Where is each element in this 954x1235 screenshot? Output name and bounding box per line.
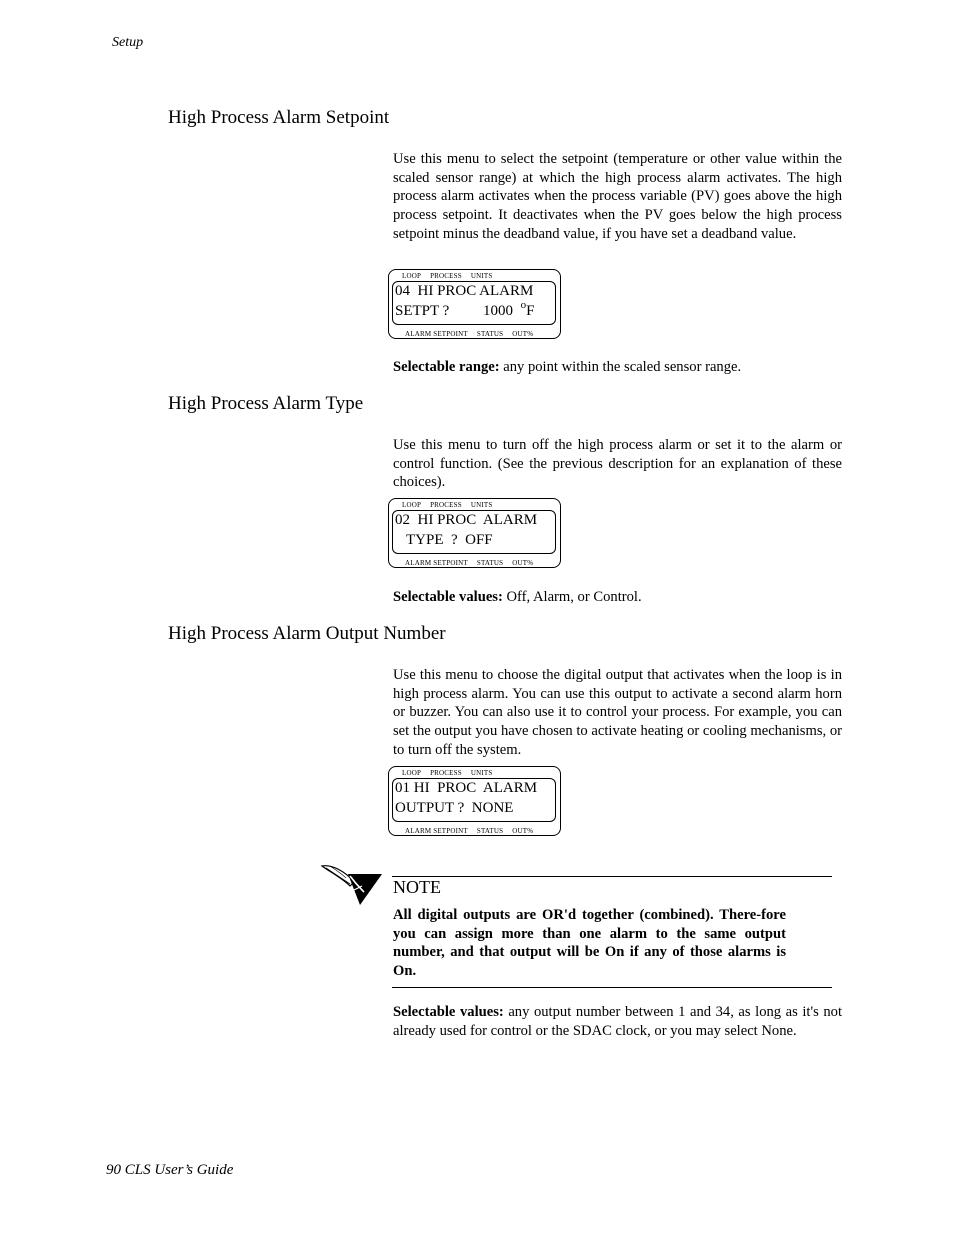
lcd-bottom-labels: ALARM SETPOINT STATUS OUT% [405, 559, 534, 567]
selectable-range: Selectable range: any point within the scaled sensor range. [393, 359, 742, 375]
lcd-bottom-labels: ALARM SETPOINT STATUS OUT% [405, 330, 534, 338]
section-title-type: High Process Alarm Type [168, 393, 364, 414]
lcd-display-output [388, 766, 561, 836]
note-title: NOTE [393, 877, 441, 897]
lcd-top-labels: LOOP PROCESS UNITS [402, 769, 493, 777]
section-body-setpoint: Use this menu to select the setpoint (temperature or other value within the scaled sensor range) at which the high process alarm activates. The high process alarm activates when the process variable (PV) goes above the high process setpoint. It deactivates when the PV goes below the high process setpoint minus the deadband value, if you have set a deadband value. [393, 151, 842, 242]
page-footer: 90 CLS User’s Guide [106, 1162, 234, 1178]
note-body: All digital outputs are OR'd together (combined). There-fore you can assign more than one alarm to the same output number, and that output will be On if any of those alarms is On. [393, 907, 786, 980]
running-header: Setup [112, 35, 144, 50]
lcd-screen [392, 778, 556, 822]
lcd-top-labels: LOOP PROCESS UNITS [402, 501, 493, 509]
selectable-values-type: Selectable values: Off, Alarm, or Control. [393, 589, 642, 605]
section-title-output: High Process Alarm Output Number [168, 623, 446, 644]
lcd-line-2: OUTPUT ? NONE [395, 800, 514, 816]
section-title-setpoint: High Process Alarm Setpoint [168, 107, 390, 128]
lcd-line-1: 04 HI PROC ALARM [395, 283, 534, 299]
lcd-screen [392, 281, 556, 325]
lcd-line-1: 01 HI PROC ALARM [395, 780, 538, 796]
section-body-output: Use this menu to choose the digital output that activates when the loop is in high process alarm. You can use this output to activate a second alarm horn or buzzer. You can also use it to control your process. For example, you can set the output you have chosen to activate heating or cooling mechanisms, or to turn off the system. [393, 667, 842, 758]
lcd-screen [392, 510, 556, 554]
lcd-line-1: 02 HI PROC ALARM [395, 512, 538, 528]
lcd-top-labels: LOOP PROCESS UNITS [402, 272, 493, 280]
lcd-display-type [388, 498, 561, 568]
lcd-line-2: SETPT ? 1000 $^o$F [395, 299, 535, 319]
section-body-type: Use this menu to turn off the high process alarm or set it to the alarm or control function. (See the previous description for an explanation of these choices). [393, 437, 842, 491]
lcd-display-setpoint [388, 269, 561, 339]
selectable-values-output: Selectable values: any output number between 1 and 34, as long as it's not already used for control or the SDAC clock, or you may select None. [393, 1004, 842, 1039]
lcd-bottom-labels: ALARM SETPOINT STATUS OUT% [405, 827, 534, 835]
note-bottom-rule [392, 987, 832, 988]
note-top-rule [392, 876, 832, 877]
lcd-line-2: TYPE ? OFF [395, 532, 493, 548]
quill-pen-note-icon [320, 862, 384, 908]
